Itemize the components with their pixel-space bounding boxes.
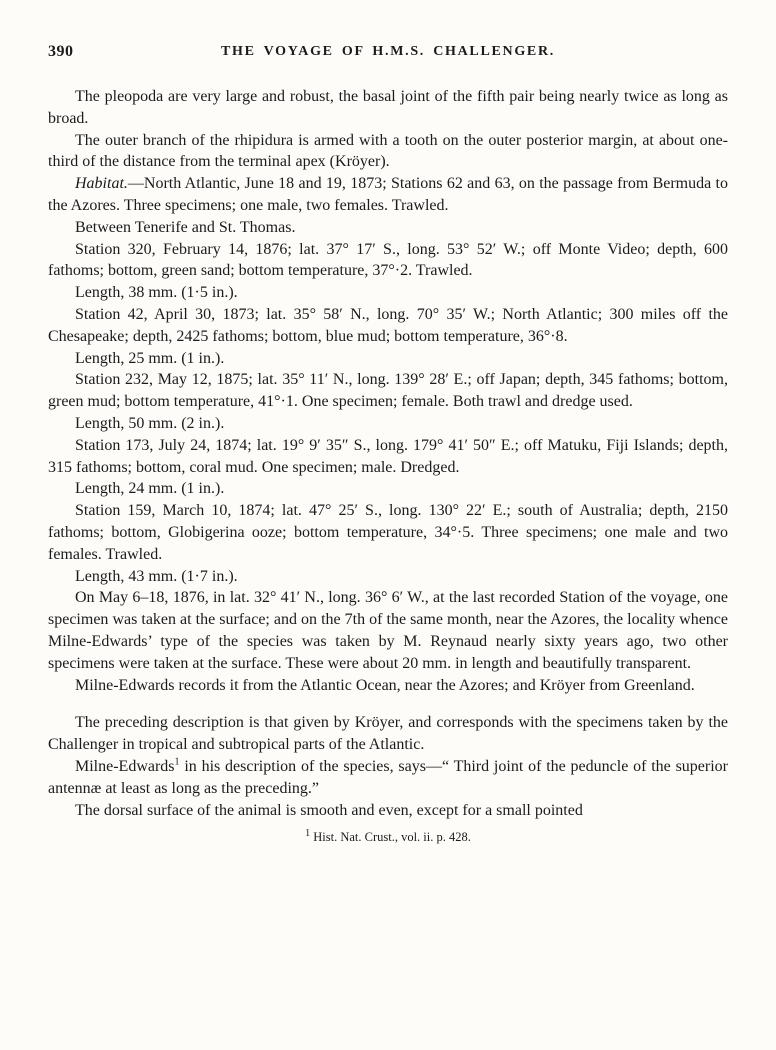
text-segment: The outer branch of the rhipidura is armed with a tooth on the outer posterior margin, at about one-third of the distance from the terminal apex (Kröyer).: [48, 131, 728, 171]
text-segment: Length, 25 mm. (1 in.).: [75, 349, 225, 367]
text-segment: Length, 50 mm. (2 in.).: [75, 414, 225, 432]
footnote: [48, 830, 728, 845]
paragraph: [48, 239, 728, 283]
text-segment: Length, 38 mm. (1·5 in.).: [75, 284, 238, 302]
text-segment: Milne-Edwards: [75, 757, 175, 775]
text-segment: Station 173, July 24, 1874; lat. 19° 9′ 35″ S., long. 179° 41′ 50″ E.; off Matuku, Fiji Islands; depth, 315 fathoms; bottom, coral mud. One specimen; male. Dredged.: [48, 436, 728, 476]
paragraph: [48, 86, 728, 130]
paragraph: [48, 756, 728, 800]
paragraph: [48, 435, 728, 479]
document-body: [48, 86, 728, 821]
page-header: [48, 42, 728, 64]
paragraph: [48, 369, 728, 413]
text-segment: in his description of the species, says—“ Third joint of the peduncle of the superior antennæ at least as long as the preceding.”: [48, 757, 728, 797]
paragraph: [48, 712, 728, 756]
footnote-reference: 1: [305, 828, 311, 840]
text-segment: Station 159, March 10, 1874; lat. 47° 25′ S., long. 130° 22′ E.; south of Australia; depth, 2150 fathoms; bottom, Globigerina ooze; bottom temperature, 34°·5. Three specimens; one male and two females. Trawled.: [48, 502, 728, 563]
paragraph: [48, 173, 728, 217]
paragraph: [48, 800, 728, 822]
paragraph: [48, 413, 728, 435]
text-segment: Milne-Edwards records it from the Atlantic Ocean, near the Azores; and Kröyer from Greenland.: [75, 676, 695, 694]
paragraph: [48, 500, 728, 565]
text-segment: Station 232, May 12, 1875; lat. 35° 11′ N., long. 139° 28′ E.; off Japan; depth, 345 fathoms; bottom, green mud; bottom temperature, 41°·1. One specimen; female. Both trawl and dredge used.: [48, 371, 728, 411]
text-segment: The preceding description is that given by Kröyer, and corresponds with the specimens taken by the Challenger in tropical and subtropical parts of the Atlantic.: [48, 714, 728, 754]
paragraph: [48, 282, 728, 304]
italic-text-segment: Habitat.: [75, 175, 128, 193]
paragraph: [48, 217, 728, 239]
paragraph: [48, 587, 728, 674]
text-segment: On May 6–18, 1876, in lat. 32° 41′ N., long. 36° 6′ W., at the last recorded Station of the voyage, one specimen was taken at the surface; and on the 7th of the same month, near the Azores, the locality whence Milne-Edwards’ type of the species was taken by M. Reynaud nearly sixty years ago, two other specimens were taken at the surface. These were about 20 mm. in length and beautifully transparent.: [48, 589, 728, 672]
text-segment: The dorsal surface of the animal is smooth and even, except for a small pointed: [75, 801, 583, 819]
text-segment: Length, 43 mm. (1·7 in.).: [75, 567, 238, 585]
paragraph: [48, 130, 728, 174]
text-segment: Length, 24 mm. (1 in.).: [75, 480, 225, 498]
text-segment: —North Atlantic, June 18 and 19, 1873; Stations 62 and 63, on the passage from Bermuda to the Azores. Three specimens; one male, two females. Trawled.: [48, 175, 728, 214]
text-segment: Hist. Nat. Crust., vol. ii. p. 428.: [310, 830, 471, 845]
paragraph: [48, 478, 728, 500]
text-segment: Station 320, February 14, 1876; lat. 37° 17′ S., long. 53° 52′ W.; off Monte Video; depth, 600 fathoms; bottom, green sand; bottom temperature, 37°·2. Trawled.: [48, 240, 728, 280]
running-title: THE VOYAGE OF H.M.S. CHALLENGER.: [221, 44, 555, 59]
paragraph: [48, 304, 728, 348]
paragraph: [48, 348, 728, 370]
text-segment: Between Tenerife and St. Thomas.: [75, 218, 296, 236]
paragraph: [48, 566, 728, 588]
text-segment: The pleopoda are very large and robust, the basal joint of the fifth pair being nearly twice as long as broad.: [48, 88, 728, 127]
text-segment: Station 42, April 30, 1873; lat. 35° 58′ N., long. 70° 35′ W.; North Atlantic; 300 miles off the Chesapeake; depth, 2425 fathoms; bottom, blue mud; bottom temperature, 36°·8.: [48, 305, 728, 345]
footnote-reference: 1: [174, 756, 180, 768]
page-number: 390: [48, 43, 74, 60]
paragraph: [48, 675, 728, 697]
